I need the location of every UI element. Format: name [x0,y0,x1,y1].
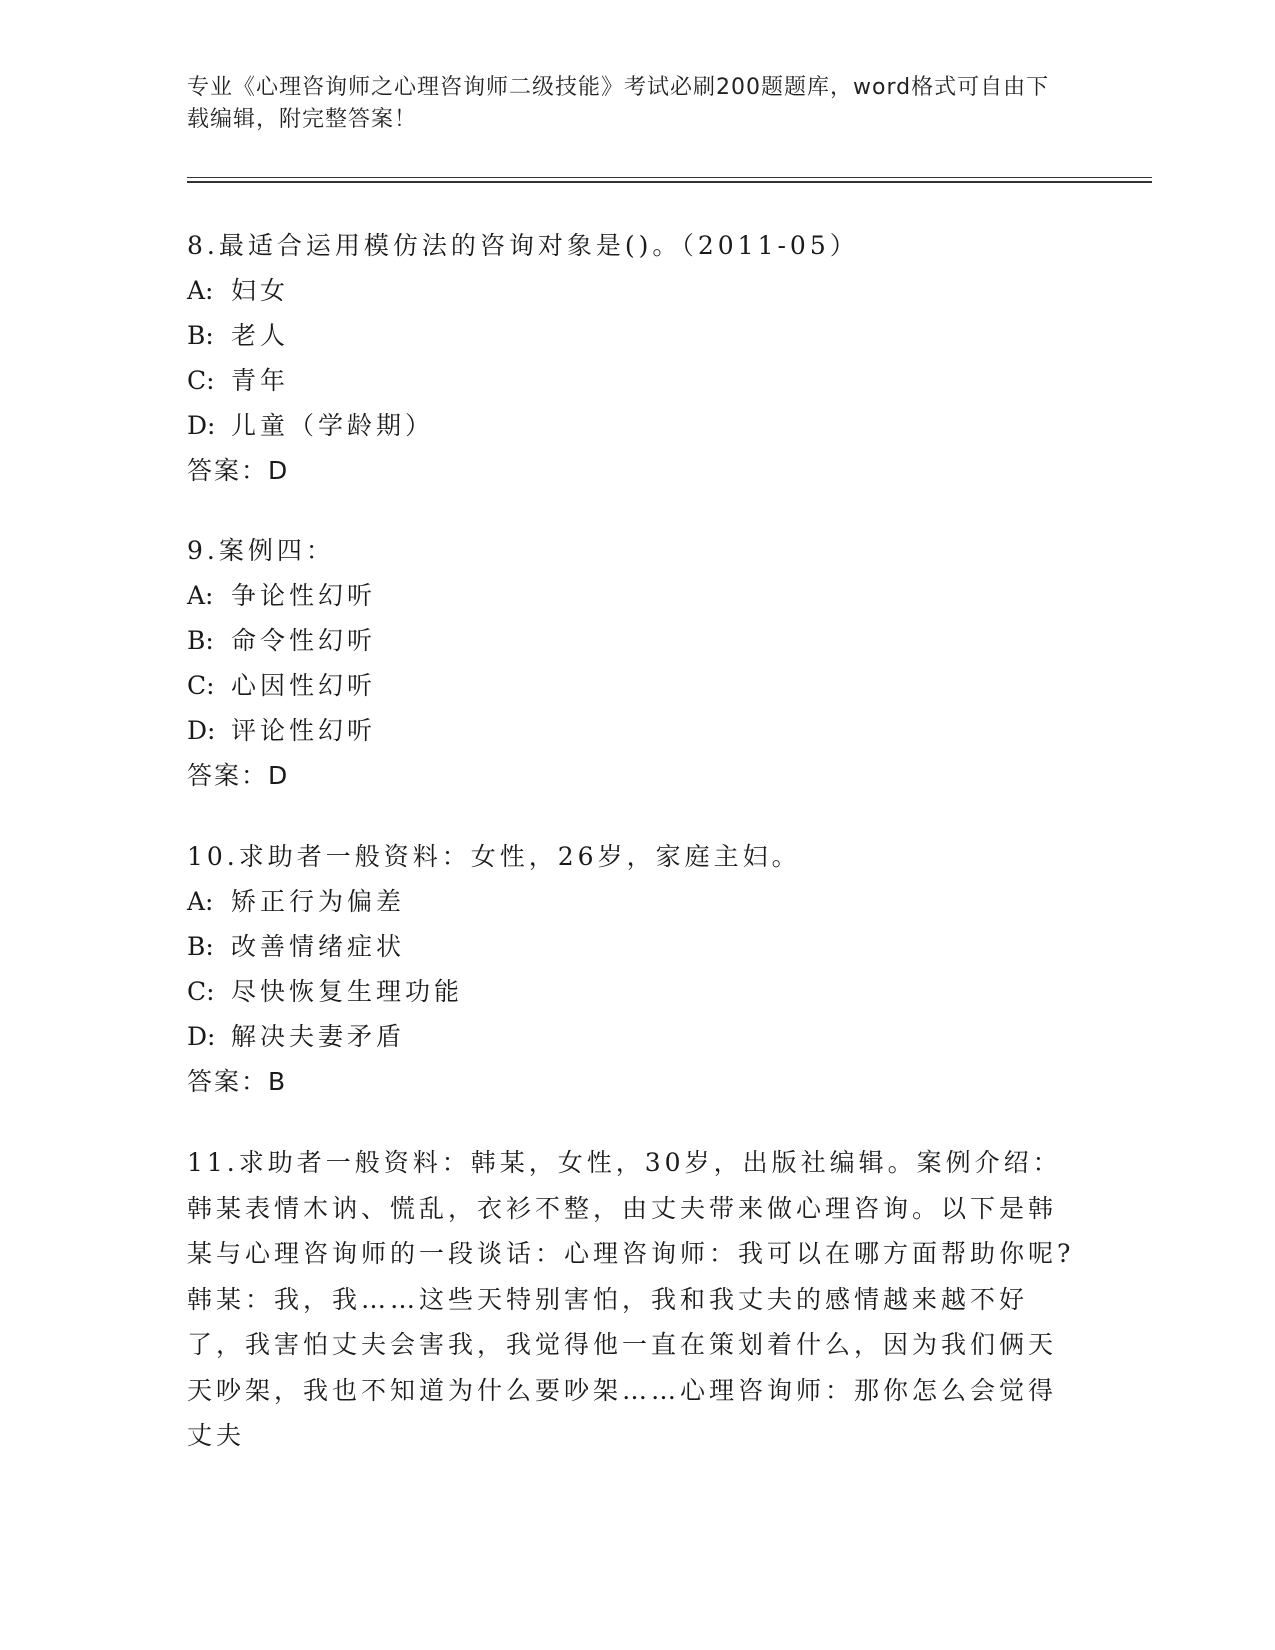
option-letter: B: [187,321,214,350]
option-text: 改善情绪症状 [231,932,406,961]
question-stem: 11.求助者一般资料：韩某，女性，30岁，出版社编辑。案例介绍：韩某表情木讷、慌乱，衣衫不整，由丈夫带来做心理咨询。以下是韩某与心理咨询师的一段谈话：心理咨询师：我可以在哪方面帮助你呢?韩某：我，我……这些天特别害怕，我和我丈夫的感情越来越不好了，我害怕丈夫会害我，我觉得他一直在策划着什么，因为我们俩天天吵架，我也不知道为什么要吵架……心理咨询师：那你怎么会觉得丈夫 [187,1148,1075,1450]
option-letter: A: [187,581,214,610]
question-stem: 8.最适合运用模仿法的咨询对象是()。（2011-05） [187,231,859,260]
option-text: 争论性幻听 [231,581,377,610]
option-text: 老人 [231,321,290,350]
option-b [187,924,1087,969]
option-letter: C: [187,977,215,1006]
question-8 [187,223,1087,493]
option-c [187,663,1087,708]
option-letter: A: [187,276,214,305]
option-letter: A: [187,887,214,916]
option-letter: D: [187,716,216,745]
answer-line: 答案：B [187,1067,288,1096]
question-stem: 10.求助者一般资料：女性，26岁，家庭主妇。 [187,842,801,871]
document-header: 专业《心理咨询师之心理咨询师二级技能》考试必刷200题题库，word格式可自由下载编辑，附完整答案！ [187,75,1050,132]
option-letter: C: [187,671,215,700]
option-a [187,573,1087,618]
question-11 [187,1140,1087,1459]
option-text: 妇女 [231,276,290,305]
option-letter: B: [187,626,214,655]
option-text: 命令性幻听 [231,626,377,655]
question-10 [187,834,1087,1104]
option-a [187,879,1087,924]
option-d [187,403,1087,448]
option-text: 心因性幻听 [231,671,377,700]
question-stem: 9.案例四： [187,536,335,565]
answer-line: 答案：D [187,456,290,485]
option-a [187,268,1087,313]
option-text: 解决夫妻矛盾 [231,1022,406,1051]
option-c [187,969,1087,1014]
option-text: 矫正行为偏差 [231,887,406,916]
option-c [187,358,1087,403]
option-text: 儿童（学龄期） [231,411,435,440]
option-b [187,618,1087,663]
header-divider [187,177,1152,183]
option-letter: C: [187,366,215,395]
option-letter: D: [187,411,216,440]
option-text: 尽快恢复生理功能 [231,977,464,1006]
option-letter: D: [187,1022,216,1051]
option-d [187,1014,1087,1059]
option-b [187,313,1087,358]
option-d [187,708,1087,753]
question-9 [187,528,1087,798]
option-letter: B: [187,932,214,961]
answer-line: 答案：D [187,761,290,790]
option-text: 评论性幻听 [231,716,377,745]
option-text: 青年 [231,366,290,395]
